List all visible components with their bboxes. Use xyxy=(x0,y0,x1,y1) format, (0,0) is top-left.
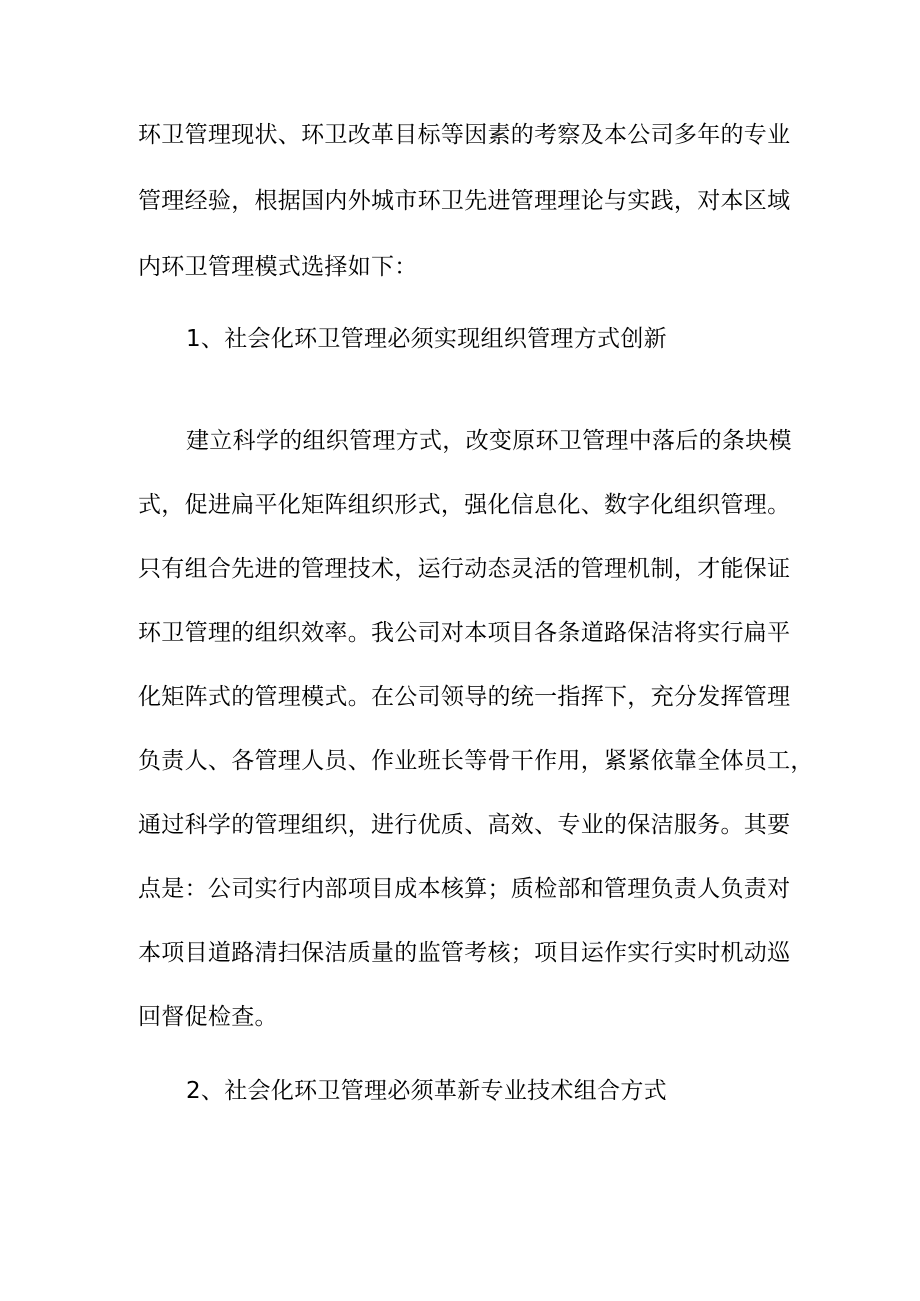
paragraph-line-9: 本项目道路清扫保洁质量的监管考核；项目运作实行实时机动巡 xyxy=(138,940,791,966)
paragraph-line-3: 只有组合先进的管理技术，运行动态灵活的管理机制，才能保证 xyxy=(138,556,791,582)
section-heading-2: 2、社会化环卫管理必须革新专业技术组合方式 xyxy=(186,1078,667,1104)
paragraph-line-2: 式，促进扁平化矩阵组织形式，强化信息化、数字化组织管理。 xyxy=(138,492,791,518)
intro-line-3: 内环卫管理模式选择如下： xyxy=(138,254,418,280)
intro-line-1: 环卫管理现状、环卫改革目标等因素的考察及本公司多年的专业 xyxy=(138,122,791,148)
paragraph-line-7: 通过科学的管理组织，进行优质、高效、专业的保洁服务。其要 xyxy=(138,812,791,838)
paragraph-line-5: 化矩阵式的管理模式。在公司领导的统一指挥下，充分发挥管理 xyxy=(138,684,791,710)
paragraph-line-8: 点是：公司实行内部项目成本核算；质检部和管理负责人负责对 xyxy=(138,876,791,902)
paragraph-line-4: 环卫管理的组织效率。我公司对本项目各条道路保洁将实行扁平 xyxy=(138,620,791,646)
paragraph-line-1: 建立科学的组织管理方式，改变原环卫管理中落后的条块模 xyxy=(186,428,792,454)
paragraph-line-6: 负责人、各管理人员、作业班长等骨干作用，紧紧依靠全体员工， xyxy=(138,748,814,774)
section-heading-1: 1、社会化环卫管理必须实现组织管理方式创新 xyxy=(186,326,667,352)
intro-line-2: 管理经验，根据国内外城市环卫先进管理理论与实践，对本区域 xyxy=(138,188,791,214)
paragraph-line-10: 回督促检查。 xyxy=(138,1004,278,1030)
